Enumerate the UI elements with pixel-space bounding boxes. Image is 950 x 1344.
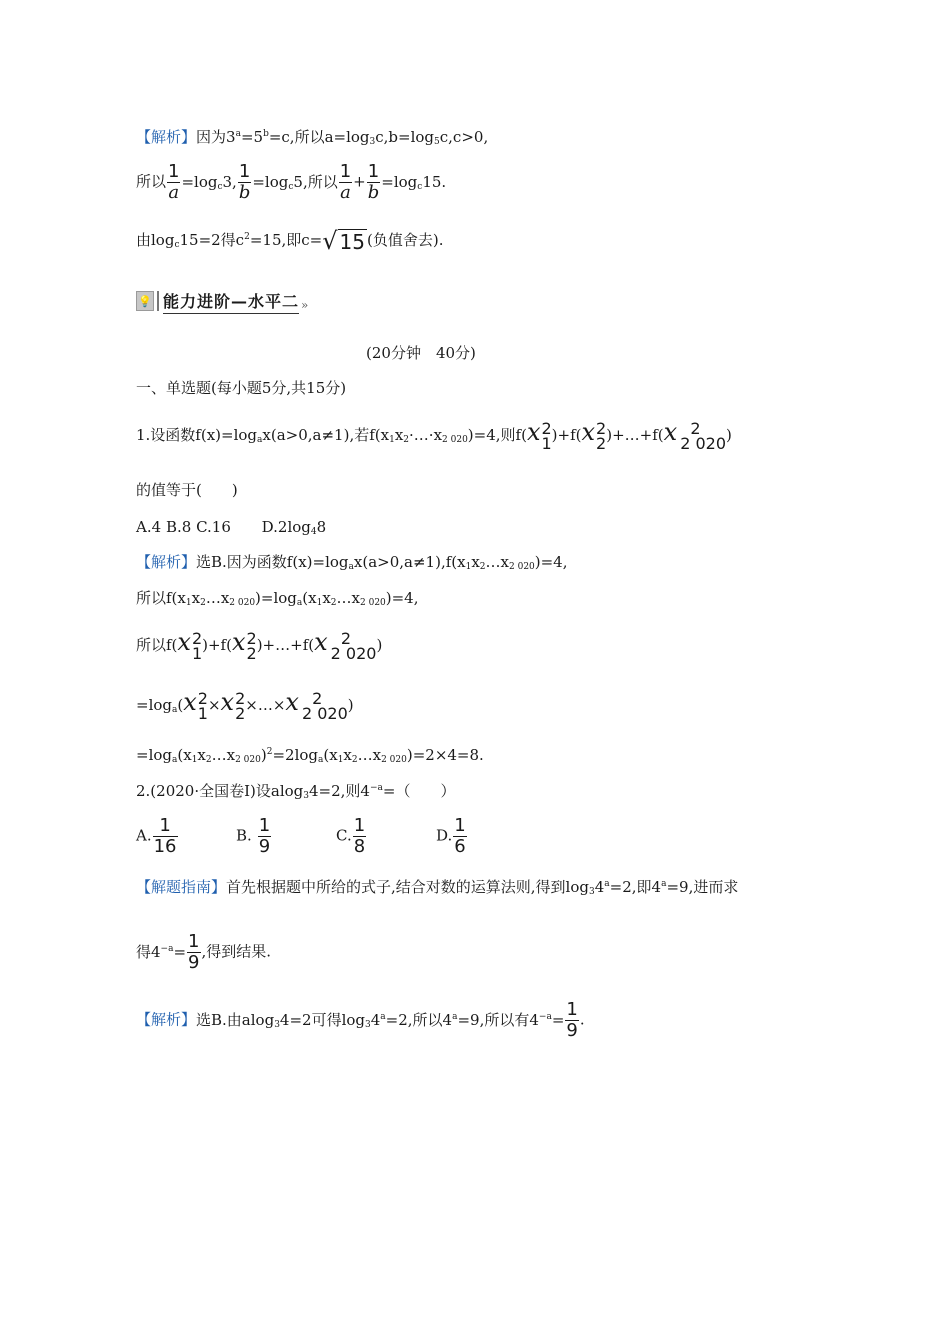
- hint-tag: 【解题指南】: [136, 878, 227, 896]
- hint-line-2: 得$4^{-a}=$ $\frac{1}{9}$ ,得到结果.: [136, 931, 272, 973]
- choice-a[interactable]: A. $\frac{1}{16}$: [136, 815, 177, 857]
- lightbulb-icon: 💡: [136, 291, 154, 311]
- q1-analysis-2: 所以$f(x_1x_2\dots x_{2 020})=\log_a(x_1x_2\dots x_{2 020})=4$,: [136, 589, 419, 608]
- choice-d[interactable]: D. $\frac{1}{6}$: [436, 815, 466, 857]
- q2-stem: 2.(2020·全国卷Ⅰ)设alog$_3$4=2,则$4^{-a}=$（ ）: [136, 782, 456, 801]
- q1-analysis-4: $=\log_a(x$ 2 1 ×x 2 2 ×…×x 2 2 020 ): [136, 688, 354, 723]
- analysis-tag: 【解析】: [136, 128, 197, 146]
- timing: (20分钟 40分): [366, 344, 476, 362]
- q1-analysis-5: $=\log_a(x_1x_2\dots x_{2 020})^2=2\log_a(x_1x_2\dots x_{2 020})=2\times 4=8$.: [136, 746, 484, 765]
- choice-c[interactable]: C. $\frac{1}{8}$: [336, 815, 366, 857]
- fraction: $\frac{1}{b}$: [238, 161, 251, 203]
- section-header: [136, 290, 342, 312]
- fraction: $\frac{1}{a}$: [339, 161, 352, 203]
- q2-analysis: 【解析】选B.由alog$_3$4=2可得$\log_34^a=2$,所以$4^a=9$,所以有$4^{-a}=$ $\frac{1}{9}$ .: [136, 999, 585, 1041]
- section-title: 能力进阶—水平二: [163, 289, 299, 314]
- divider: [157, 291, 159, 311]
- q1-stem: 1.设函数$f(x)=\log_ax(a>0,a\ne 1)$,若$f(x_1x_2\cdot\dots\cdot x_{2 020})=4$,则f(x 2 1 )+f(x 2 2 )+…+f(x 2 2 020 ): [136, 418, 732, 453]
- choice-d[interactable]: $D.2\log_48$: [261, 518, 327, 537]
- q1-stem-end: 的值等于( ): [136, 481, 238, 499]
- analysis-line-3: 由$\log_c15=2$得$c^2=15$,即c= √ 15 (负值舍去).: [136, 227, 444, 255]
- choice-b[interactable]: B.8: [165, 518, 192, 536]
- choice-a[interactable]: A.4: [136, 518, 162, 536]
- q1-analysis-1: 【解析】选B.因为函数$f(x)=\log_ax(a>0,a\ne 1),f(x_1x_2\dots x_{2 020})=4$,: [136, 553, 568, 572]
- part-heading: 一、单选题(每小题5分,共15分): [136, 379, 347, 397]
- choice-b[interactable]: B. $\frac{1}{9}$: [236, 815, 271, 857]
- analysis-line-1: [136, 130, 488, 145]
- q1-choices: [136, 520, 326, 535]
- q1-analysis-3: 所以f(x 2 1 )+f(x 2 2 )+…+f(x 2 2 020 ): [136, 628, 383, 663]
- double-arrow-icon: »: [301, 298, 309, 312]
- fraction: $\frac{1}{b}$: [367, 161, 380, 203]
- text: 因为$3^a=5^b=c$,所以$a=\log_3c,b=\log_5c,c>0$,: [196, 128, 489, 147]
- fraction: $\frac{1}{a}$: [168, 161, 180, 203]
- choice-c[interactable]: C.16: [196, 518, 231, 536]
- analysis-line-2: 所以 $\frac{1}{a}$ $=\log_c3$, $\frac{1}{b}$ $=\log_c5$,所以 $\frac{1}{a}$ + $\frac{1}{b}$ $=\log_c15$.: [136, 161, 447, 203]
- sqrt-15: √ 15: [322, 227, 365, 255]
- hint-line-1: 【解题指南】首先根据题中所给的式子,结合对数的运算法则,得到$\log_34^a=2$,即$4^a=9$,进而求: [136, 878, 739, 897]
- q2-choices: [136, 816, 496, 857]
